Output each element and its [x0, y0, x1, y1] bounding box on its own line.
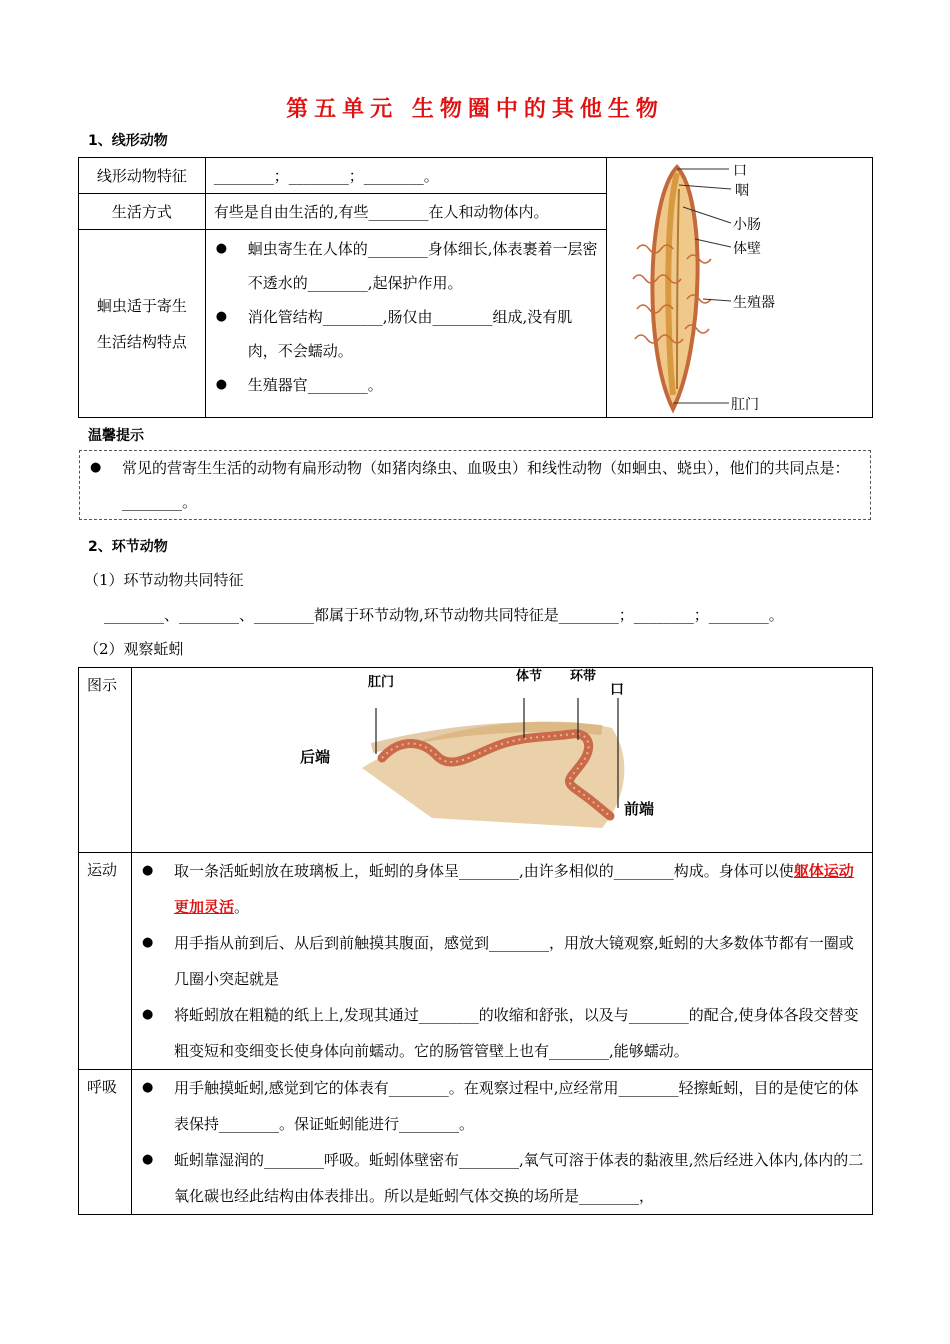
label-earthworm-kou: 口 [610, 682, 624, 698]
bullet-digestive: ● 消化管结构________,肠仅由________组成,没有肌肉，不会蠕动。 [206, 300, 600, 368]
tip-text: ● 常见的营寄生生活的动物有扁形动物（如猪肉绦虫、血吸虫）和线性动物（如蛔虫、蛲虫），他们的共同点是：________。 [80, 451, 870, 519]
label-tibi: 体壁 [732, 240, 761, 257]
movement-bullet-3: ● 将蚯蚓放在粗糙的纸上上,发现其通过________的收缩和舒张，以及与________的配合,使身体各段交替变粗变短和变细变长使身体向前蠕动。它的肠管管壁上也有________,能够蠕动。 [132, 997, 864, 1069]
sub-heading-2: （2）观察蚯蚓 [84, 640, 184, 658]
movement-label: 运动 [79, 853, 132, 1070]
section-2-heading: 2、环节动物 [88, 539, 168, 555]
breathing-label: 呼吸 [79, 1070, 132, 1215]
label-yan: 咽 [734, 182, 749, 199]
bullet-reproductive: ● 生殖器官________。 [206, 368, 600, 402]
earthworm-figure-cell [132, 668, 873, 853]
label-xiaochang: 小肠 [732, 216, 761, 233]
breathing-bullet-1: ● 用手触摸蚯蚓,感觉到它的体表有________。在观察过程中,应经常用________轻擦蚯蚓，目的是使它的体表保持________。保证蚯蚓能进行________。 [132, 1070, 864, 1142]
label-tijie: 体节 [516, 669, 543, 684]
nematode-table [78, 157, 873, 418]
breathing-content [132, 1070, 873, 1215]
sub-heading-1: （1）环节动物共同特征 [84, 571, 244, 589]
movement-text-1a: 取一条活蚯蚓放在玻璃板上，蚯蚓的身体呈________,由许多相似的________构成。身体可以使 [174, 862, 794, 880]
tip-box [79, 450, 871, 520]
label-huandai: 环带 [570, 669, 597, 684]
roundworm-figure [607, 159, 872, 417]
label-shengzhi: 生殖器 [732, 294, 775, 311]
row-lifestyle-text: 有些是自由生活的,有些________在人和动物体内。 [205, 194, 606, 230]
earthworm-table [78, 667, 873, 1215]
adaptation-label-line2: 生活结构特点 [96, 332, 187, 351]
earthworm-figure [132, 668, 872, 852]
row-adaptation-label [79, 230, 206, 418]
section-1-heading: 1、线形动物 [88, 133, 168, 149]
bullet-body: ● 蛔虫寄生在人体的________身体细长,体表裹着一层密不透水的________,起保护作用。 [206, 232, 600, 300]
figure-label: 图示 [79, 668, 132, 853]
label-earthworm-gangmen: 肛门 [368, 675, 395, 690]
label-kou: 口 [732, 162, 747, 179]
row-features-label: 线形动物特征 [79, 158, 206, 194]
highlighted-answer: 躯体运动更加灵活 [174, 862, 854, 916]
label-qianduan: 前端 [624, 800, 655, 818]
movement-content [132, 853, 873, 1070]
label-gangmen: 肛门 [730, 396, 759, 413]
row-adaptation-text [205, 230, 606, 418]
page-title: 第五单元 生物圈中的其他生物 [286, 96, 664, 122]
roundworm-figure-cell [606, 158, 872, 418]
label-houduan: 后端 [300, 748, 331, 766]
movement-bullet-2: ● 用手指从前到后、从后到前触摸其腹面，感觉到________，用放大镜观察,蚯蚓的大多数体节都有一圈或几圈小突起就是 [132, 925, 864, 997]
movement-text-1b: 。 [234, 898, 250, 916]
movement-bullet-1 [132, 853, 864, 925]
tip-heading: 温馨提示 [88, 428, 144, 444]
breathing-bullet-2: ● 蚯蚓靠湿润的________呼吸。蚯蚓体壁密布________,氧气可溶于体表的黏液里,然后经进入体内,体内的二氧化碳也经此结构由体表排出。所以是蚯蚓气体交换的场所是________， [132, 1142, 864, 1214]
row-features-text: ________；________；________。 [205, 158, 606, 194]
adaptation-label-line1: 蛔虫适于寄生 [96, 296, 187, 315]
annelid-features-line: ________、________、________都属于环节动物,环节动物共同特征是________；________；________。 [104, 606, 784, 624]
row-lifestyle-label: 生活方式 [79, 194, 206, 230]
